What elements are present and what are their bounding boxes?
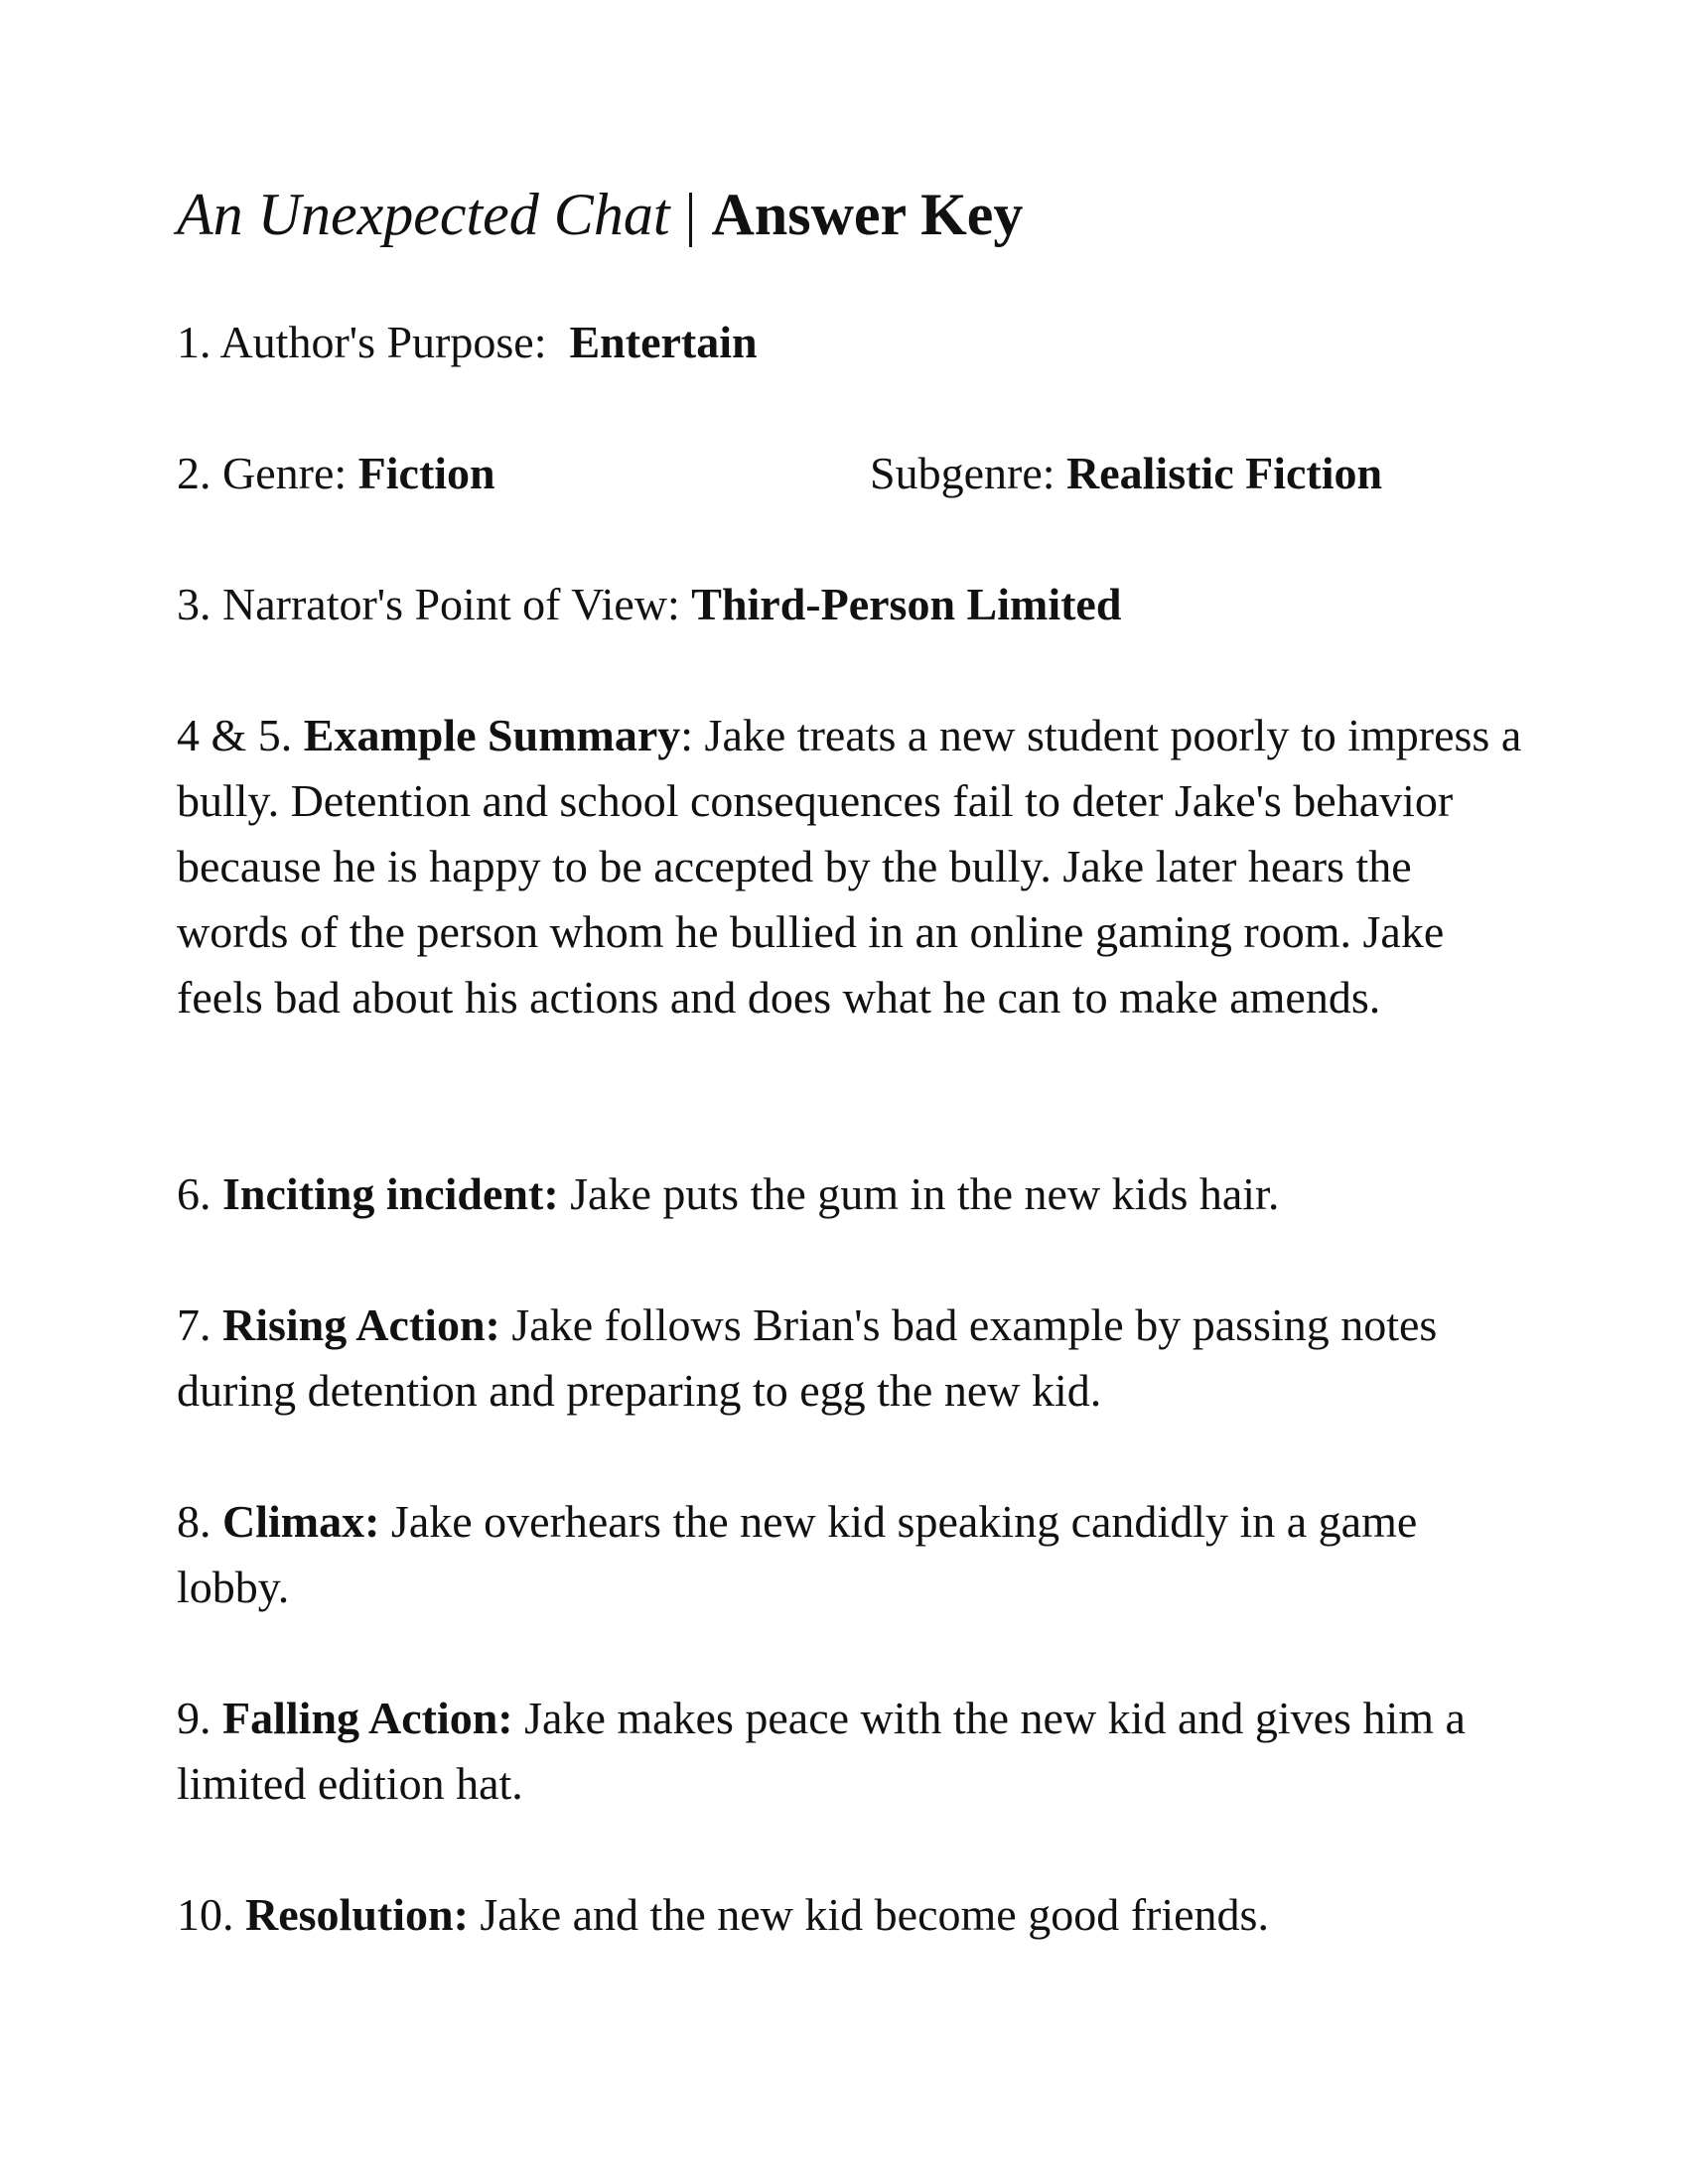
- item-genre: [177, 441, 495, 506]
- item-text: Jake makes peace with the new kid and gives him a limited edition hat.: [177, 1693, 1466, 1809]
- item-climax: [177, 1489, 1527, 1620]
- item-rising-action: [177, 1293, 1527, 1424]
- item-heading: Inciting incident:: [222, 1168, 559, 1219]
- item-answer: Realistic Fiction: [1066, 448, 1383, 498]
- item-heading: Falling Action:: [222, 1693, 513, 1743]
- item-label: 2. Genre:: [177, 448, 358, 498]
- item-text: : Jake treats a new student poorly to impress a bully. Detention and school consequences fail to deter Jake's behavior because he is happy to be accepted by the bully. Jake later hears the words of the person whom he bullied in an online gaming room. Jake feels bad about his actions and does what he can to make amends.: [177, 710, 1522, 1023]
- item-label: 6.: [177, 1168, 222, 1219]
- item-label: 8.: [177, 1496, 222, 1547]
- item-label: Subgenre:: [870, 448, 1067, 498]
- item-label: 4 & 5.: [177, 710, 304, 760]
- title-story-name: An Unexpected Chat: [177, 182, 670, 247]
- title-separator: |: [669, 182, 712, 247]
- item-heading: Resolution:: [245, 1889, 469, 1940]
- item-answer: Third-Person Limited: [691, 579, 1122, 629]
- item-text: Jake follows Brian's bad example by passing notes during detention and preparing to egg the new kid.: [177, 1299, 1438, 1416]
- item-text: Jake puts the gum in the new kids hair.: [558, 1168, 1280, 1219]
- item-example-summary: [177, 703, 1527, 1030]
- item-text: Jake and the new kid become good friends.: [468, 1889, 1269, 1940]
- item-inciting-incident: [177, 1161, 1527, 1227]
- item-label: 7.: [177, 1299, 222, 1350]
- item-label: 1. Author's Purpose:: [177, 317, 570, 367]
- item-label: 10.: [177, 1889, 245, 1940]
- item-text: Jake overhears the new kid speaking candidly in a game lobby.: [177, 1496, 1418, 1612]
- item-falling-action: [177, 1686, 1527, 1817]
- item-point-of-view: [177, 572, 1121, 637]
- item-heading: Climax:: [222, 1496, 380, 1547]
- page-title: [177, 175, 1023, 254]
- item-answer: Fiction: [357, 448, 495, 498]
- item-heading: Example Summary: [303, 710, 681, 760]
- item-resolution: [177, 1882, 1527, 1948]
- item-authors-purpose: [177, 310, 758, 375]
- item-label: 9.: [177, 1693, 222, 1743]
- item-subgenre: [870, 441, 1382, 506]
- title-answer-key: Answer Key: [711, 182, 1024, 247]
- item-answer: Entertain: [569, 317, 758, 367]
- item-heading: Rising Action:: [222, 1299, 500, 1350]
- item-label: 3. Narrator's Point of View:: [177, 579, 692, 629]
